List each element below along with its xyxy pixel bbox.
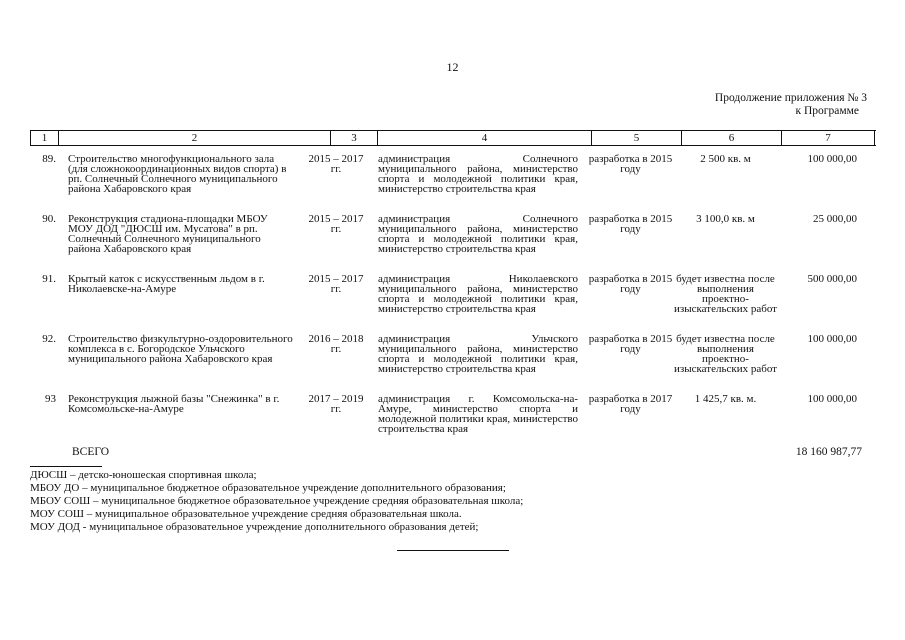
- executors: администрация Ульчского муниципального района, министерство спорта и молодежной политики края, министерство строительства края: [378, 333, 578, 375]
- amount: 25 000,00: [813, 213, 857, 225]
- column-header: 1: [31, 131, 59, 145]
- capacity: будет известна после выполнения проектно-изыскательских работ: [674, 273, 777, 315]
- row-number: 90.: [42, 213, 56, 225]
- period: 2016 – 2018 гг.: [308, 333, 364, 355]
- footnotes: [30, 469, 730, 534]
- amount: 100 000,00: [807, 153, 857, 165]
- design-stage: разработка в 2015 году: [588, 333, 673, 355]
- capacity: 3 100,0 кв. м: [696, 213, 755, 225]
- column-header: 6: [682, 131, 782, 145]
- column-header: 7: [782, 131, 875, 145]
- column-header: 5: [592, 131, 682, 145]
- column-header: 4: [378, 131, 592, 145]
- footnote-divider: [30, 466, 102, 467]
- amount: 500 000,00: [807, 273, 857, 285]
- object-name: Реконструкция стадиона-площадки МБОУ МОУ ДОД "ДЮСШ им. Мусатова" в рп. Солнечный Солнечного муниципального района Хабаровского края: [68, 213, 268, 255]
- design-stage: разработка в 2015 году: [588, 273, 673, 295]
- executors: администрация Солнечного муниципального района, министерство спорта и молодежной политики края, министерство строительства края: [378, 153, 578, 195]
- period: 2015 – 2017 гг.: [308, 153, 364, 175]
- object-name: Реконструкция лыжной базы "Снежинка" в г. Комсомольске-на-Амуре: [68, 393, 280, 415]
- footnote: МОУ ДОД - муниципальное образовательное учреждение дополнительного образования детей;: [30, 521, 479, 533]
- object-name: Крытый каток с искусственным льдом в г. Николаевске-на-Амуре: [68, 273, 265, 295]
- object-name: Строительство физкультурно-оздоровительного комплекса в с. Богородское Ульчского муниципального района Хабаровского края: [68, 333, 293, 365]
- footnote: МОУ СОШ – муниципальное образовательное учреждение средняя образовательная школа.: [30, 508, 462, 520]
- period: 2015 – 2017 гг.: [308, 273, 364, 295]
- amount: 100 000,00: [807, 333, 857, 345]
- object-name: Строительство многофункционального зала (для сложнокоординационных видов спорта) в рп. Солнечный Солнечного муниципального района Хабаровского края: [68, 153, 287, 195]
- appendix-line-2: к Программе: [795, 105, 859, 117]
- footnote: ДЮСШ – детско-юношеская спортивная школа;: [30, 469, 257, 481]
- period: 2015 – 2017 гг.: [308, 213, 364, 235]
- total-label: ВСЕГО: [72, 446, 110, 458]
- capacity: 2 500 кв. м: [700, 153, 751, 165]
- design-stage: разработка в 2015 году: [588, 153, 673, 175]
- capacity: 1 425,7 кв. м.: [694, 393, 757, 405]
- appendix-reference: [715, 92, 867, 118]
- design-stage: разработка в 2017 году: [588, 393, 673, 415]
- row-number: 91.: [42, 273, 56, 285]
- executors: администрация Николаевского муниципального района, министерство спорта и молодежной политики края, министерство строительства края: [378, 273, 578, 315]
- design-stage: разработка в 2015 году: [588, 213, 673, 235]
- executors: администрация Солнечного муниципального района, министерство спорта и молодежной политики края, министерство строительства края: [378, 213, 578, 255]
- total-value: 18 160 987,77: [795, 446, 862, 458]
- column-header: 2: [59, 131, 331, 145]
- table-header: [30, 130, 876, 146]
- capacity: будет известна после выполнения проектно-изыскательских работ: [674, 333, 777, 375]
- footnote: МБОУ ДО – муниципальное бюджетное образовательное учреждение дополнительного образования;: [30, 482, 506, 494]
- row-number: 92.: [42, 333, 56, 345]
- executors: администрация г. Комсомольска-на-Амуре, министерство спорта и молодежной политики края, министерство строительства края: [378, 393, 578, 435]
- page-number: 12: [446, 60, 459, 74]
- period: 2017 – 2019 гг.: [308, 393, 364, 415]
- appendix-line-1: Продолжение приложения № 3: [714, 92, 867, 104]
- row-number: 89.: [42, 153, 56, 165]
- column-header: 3: [331, 131, 378, 145]
- row-number: 93: [45, 393, 56, 405]
- end-divider: [397, 550, 509, 551]
- amount: 100 000,00: [807, 393, 857, 405]
- footnote: МБОУ СОШ – муниципальное бюджетное образовательное учреждение средняя образовательная школа;: [30, 495, 524, 507]
